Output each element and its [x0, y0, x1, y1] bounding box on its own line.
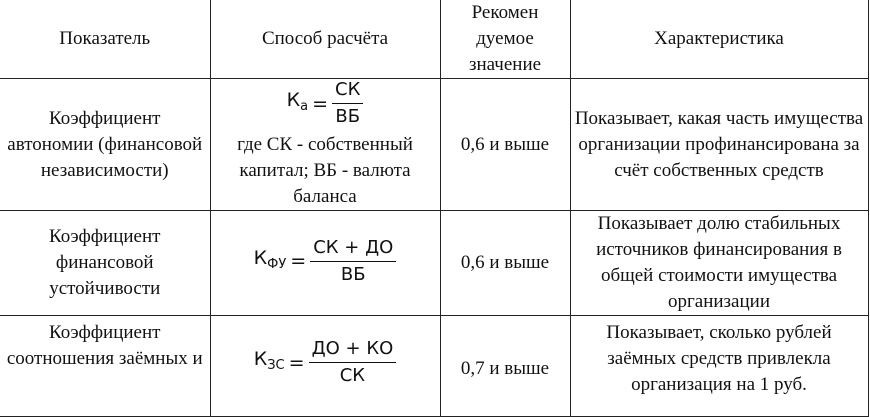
header-characteristic: Характеристика [570, 0, 868, 79]
formula [215, 237, 436, 286]
equals-sign: = [290, 250, 307, 272]
formula-denominator: ВБ [340, 263, 366, 285]
indicator-name: Коэффициент финансовой устойчивости [0, 211, 210, 316]
formula-numerator: ДО + КО [309, 338, 397, 363]
formula-symbol: $К_{ФУ}$ [253, 246, 287, 272]
characteristic: Показывает долю стабильных источников финансирования в общей стоимости имущества организации [570, 211, 868, 316]
equals-sign: = [312, 92, 329, 115]
formula-denominator: СК [339, 365, 366, 386]
characteristic: Показывает, какая часть имущества организации профинансирована за счёт собственных средств [570, 79, 868, 211]
formula-denominator: ВБ [335, 106, 361, 127]
header-indicator: Показатель [0, 0, 210, 79]
formula [215, 79, 436, 128]
equals-sign: = [288, 351, 305, 374]
formula-symbol: $К_а$ [286, 89, 309, 114]
calculation-method [210, 79, 440, 211]
table-header-row [0, 0, 868, 79]
formula-numerator: СК [332, 79, 363, 104]
formula-symbol: $К_{ЗС}$ [253, 348, 285, 373]
table-row [0, 79, 868, 211]
table-row [0, 316, 868, 417]
formula [215, 316, 436, 387]
characteristic: Показывает, сколько рублей заёмных средств привлекла организация на 1 руб. [570, 316, 868, 417]
table-row [0, 211, 868, 316]
indicator-name: Коэффициент соотношения заёмных и [0, 316, 210, 417]
formula-note: где СК - собственный капитал; ВБ - валюта баланса [237, 134, 413, 207]
formula-numerator: СК + ДО [310, 237, 396, 262]
header-method: Способ расчёта [210, 0, 440, 79]
formula-fraction [310, 237, 396, 286]
recommended-value: 0,7 и выше [440, 316, 570, 417]
indicator-name: Коэффициент автономии (финансовой независимости) [0, 79, 210, 211]
recommended-value: 0,6 и выше [440, 211, 570, 316]
header-recommended-value: Рекомен дуемое значение [440, 0, 570, 79]
calculation-method [210, 316, 440, 417]
formula-fraction [332, 79, 363, 128]
formula-fraction [309, 338, 397, 387]
recommended-value: 0,6 и выше [440, 79, 570, 211]
calculation-method [210, 211, 440, 316]
